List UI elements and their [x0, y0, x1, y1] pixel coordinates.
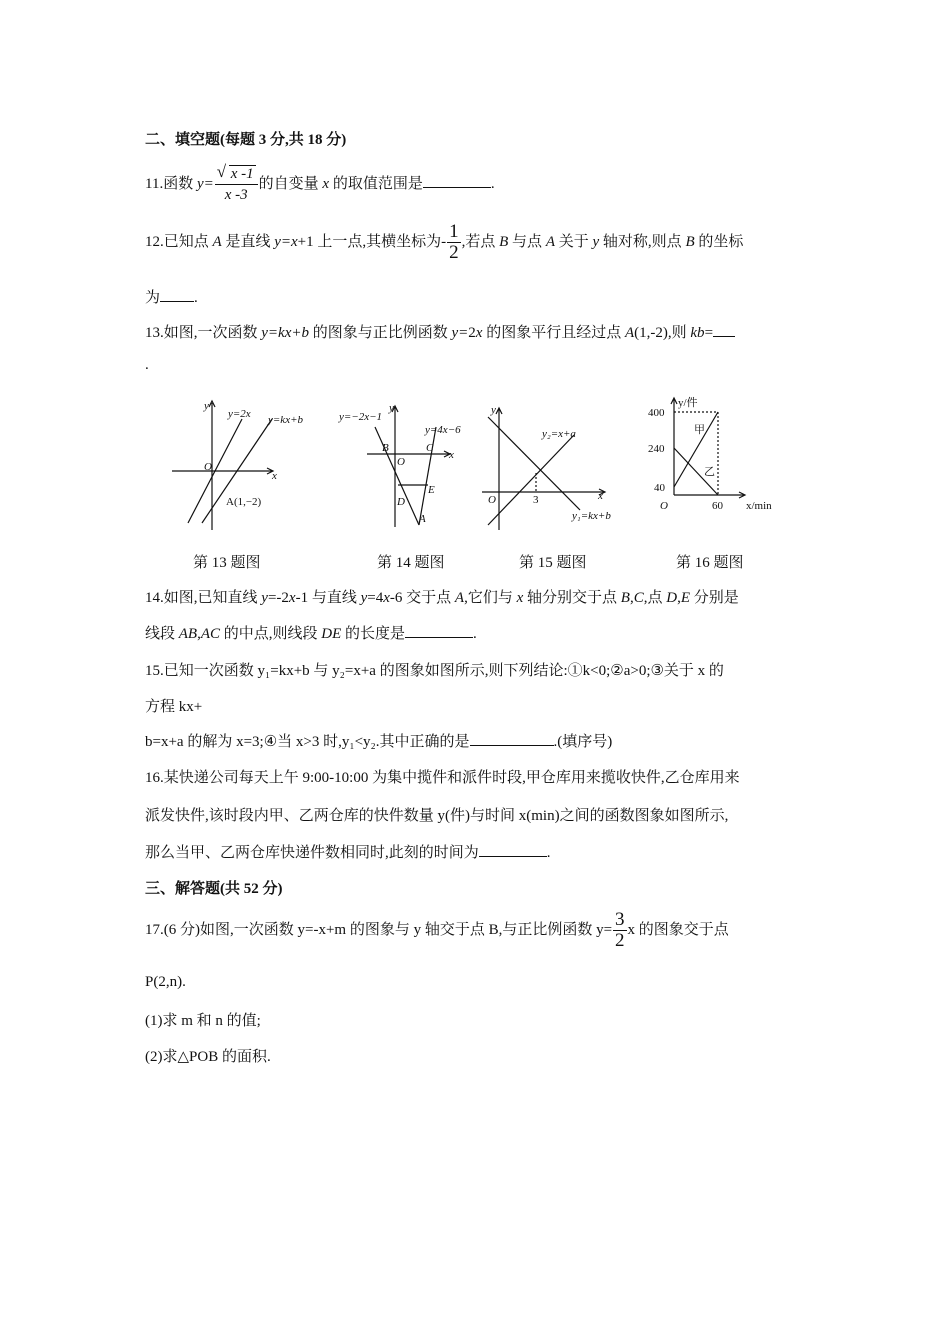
fig14-y-label: y: [389, 402, 394, 414]
q16-answer-blank[interactable]: [479, 842, 547, 857]
fig13-point-label: A(1,−2): [226, 496, 262, 508]
fig13-y-label: y: [204, 400, 209, 412]
fig16-tick-400: 400: [648, 407, 665, 419]
q14-answer-blank[interactable]: [405, 623, 473, 638]
q12-line2: 为: [145, 290, 161, 306]
q12-equation: y=x: [274, 233, 298, 250]
q13-text-b: 的图象与正比例函数: [308, 325, 452, 341]
question-16-line1: 16.某快递公司每天上午 9:00-10:00 为集中揽件和派件时段,甲仓库用来揽收快件,乙仓库用来: [145, 770, 740, 786]
q11-end: .: [490, 175, 495, 192]
question-15-line3: b=x+a 的解为 x=3;④当 x>3 时,y₁<y₂.其中正确的是 .(填序号): [145, 730, 612, 751]
fig13-caption: 第 13 题图: [193, 555, 261, 571]
fig16-y-label: y/件: [678, 397, 698, 409]
fig15-three-label: 3: [533, 494, 539, 506]
q11-numerator: x -1: [230, 166, 254, 182]
fig13-origin-label: O: [204, 461, 212, 473]
fig14-line1-label: y=−2x−1: [339, 411, 383, 423]
fig13-x-label: x: [272, 470, 277, 482]
figure-13: [168, 395, 313, 535]
fig15-line1-label: y₂=x+a: [542, 428, 576, 440]
q13-text-d: 的图象平行且经过点: [482, 325, 625, 341]
q11-y-eq: y=: [196, 175, 214, 192]
fig15-line2-label: y₁=kx+b: [572, 510, 611, 522]
q15-answer-blank[interactable]: [470, 731, 554, 746]
q12-end: .: [194, 290, 198, 306]
q12-point-b2: B: [685, 233, 695, 250]
fig16-x-label: x/min: [746, 500, 772, 512]
fig16-label-yi: 乙: [704, 466, 715, 478]
q12-fraction: $\frac{1}{2}$: [449, 221, 459, 263]
question-13-line1: [145, 321, 735, 342]
question-16-line2: 派发快件,该时段内甲、乙两仓库的快件数量 y(件)与时间 x(min)之间的函数图象如图所示,: [145, 808, 729, 824]
q13-text-f: =: [704, 325, 714, 341]
question-17-part1: (1)求 m 和 n 的值;: [145, 1013, 261, 1029]
question-14-line1: 14.如图,已知直线 y=-2x-1 与直线 y=4x-6 交于点 A,它们与 x 轴分别交于点 B,C,点 D,E 分别是: [145, 590, 739, 606]
section-fill-in-title: 二、填空题(每题 3 分,共 18 分): [145, 132, 347, 148]
question-17-line1: 17.(6 分)如图,一次函数 y=-x+m 的图象与 y 轴交于点 B,与正比例函数 y= $\frac{3}{2}$ x 的图象交于点: [145, 909, 729, 951]
question-11: [145, 164, 495, 205]
question-15-line2: 方程 kx+: [145, 699, 203, 715]
fig14-line2-label: y=4x−6: [425, 424, 461, 436]
q13-text-c: 2: [468, 325, 476, 341]
q12-text-h: 的坐标: [694, 233, 744, 250]
fig14-point-d: D: [397, 496, 405, 508]
fig16-tick-60: 60: [712, 500, 723, 512]
q12-text-c: +1 上一点,其横坐标为-: [297, 233, 447, 250]
fig15-caption: 第 15 题图: [519, 555, 587, 571]
question-14-line2: 线段 AB,AC 的中点,则线段 DE 的长度是 .: [145, 622, 477, 643]
fig16-caption: 第 16 题图: [676, 555, 744, 571]
q12-answer-blank[interactable]: [160, 287, 194, 302]
q13-eq1: y=kx+b: [261, 325, 309, 341]
q12-text-e: 与点: [508, 233, 546, 250]
figure-15: [476, 395, 621, 535]
fig16-label-jia: 甲: [694, 424, 705, 436]
q12-point-a2: A: [545, 233, 555, 250]
fig14-caption: 第 14 题图: [377, 555, 445, 571]
q11-prefix: 11.函数: [145, 175, 197, 192]
figure-14: [333, 395, 478, 535]
q13-x: x: [475, 325, 483, 341]
fig16-tick-240: 240: [648, 443, 665, 455]
fig15-y-label: y: [491, 404, 496, 416]
fig14-point-b: B: [382, 442, 389, 454]
fig14-point-c: C: [426, 442, 434, 454]
q12-text-b: 是直线: [221, 233, 275, 250]
q11-suffix-a: 的自变量: [258, 175, 323, 192]
question-16-line3: 那么当甲、乙两仓库快递件数相同时,此刻的时间为 .: [145, 841, 551, 862]
fig14-x-label: x: [449, 449, 454, 461]
q12-text-f: 关于: [554, 233, 593, 250]
fig14-point-a: A: [419, 513, 426, 525]
q12-text-d: ,若点: [461, 233, 500, 250]
figure-16: [640, 395, 790, 535]
question-17-part2: (2)求△POB 的面积.: [145, 1049, 271, 1065]
q11-denominator: x -3: [224, 187, 248, 203]
question-13-line2: .: [145, 357, 149, 373]
q13-eq2: y=: [451, 325, 469, 341]
question-15-line1: 15.已知一次函数 y₁=kx+b 与 y₂=x+a 的图象如图所示,则下列结论:①k<0;②a>0;③关于 x 的: [145, 663, 724, 679]
fig15-line-y2: [488, 435, 574, 525]
q12-point-a: A: [212, 233, 222, 250]
q11-suffix-b: 的取值范围是: [329, 175, 423, 192]
fig13-line1-label: y=2x: [228, 408, 251, 420]
q13-text-a: 13.如图,一次函数: [145, 325, 262, 341]
question-12-line2: [145, 286, 198, 307]
question-17-line2: P(2,n).: [145, 974, 186, 990]
fig15-x-label: x: [598, 490, 603, 502]
q12-text-a: 12.已知点: [145, 233, 213, 250]
q11-fraction: √ x -1 x -3: [215, 164, 258, 205]
question-12-line1: [145, 222, 743, 263]
q17-fraction: $\frac{3}{2}$: [615, 909, 625, 951]
q12-point-b: B: [499, 233, 509, 250]
q12-text-g: 轴对称,则点: [599, 233, 686, 250]
q11-x: x: [322, 175, 330, 192]
q13-answer-blank[interactable]: [713, 322, 735, 337]
q12-axis-y: y: [592, 233, 600, 250]
q13-text-e: (1,-2),则: [634, 325, 691, 341]
fig14-origin-label: O: [397, 456, 405, 468]
q11-answer-blank[interactable]: [423, 173, 491, 188]
fig16-origin-label: O: [660, 500, 668, 512]
fig16-tick-40: 40: [654, 482, 665, 494]
fig15-origin-label: O: [488, 494, 496, 506]
q13-kb: kb: [690, 325, 705, 341]
fig13-line2-label: y=kx+b: [268, 414, 303, 426]
q13-point-a: A: [624, 325, 635, 341]
section-answer-title: 三、解答题(共 52 分): [145, 881, 283, 897]
fig14-point-e: E: [428, 484, 435, 496]
